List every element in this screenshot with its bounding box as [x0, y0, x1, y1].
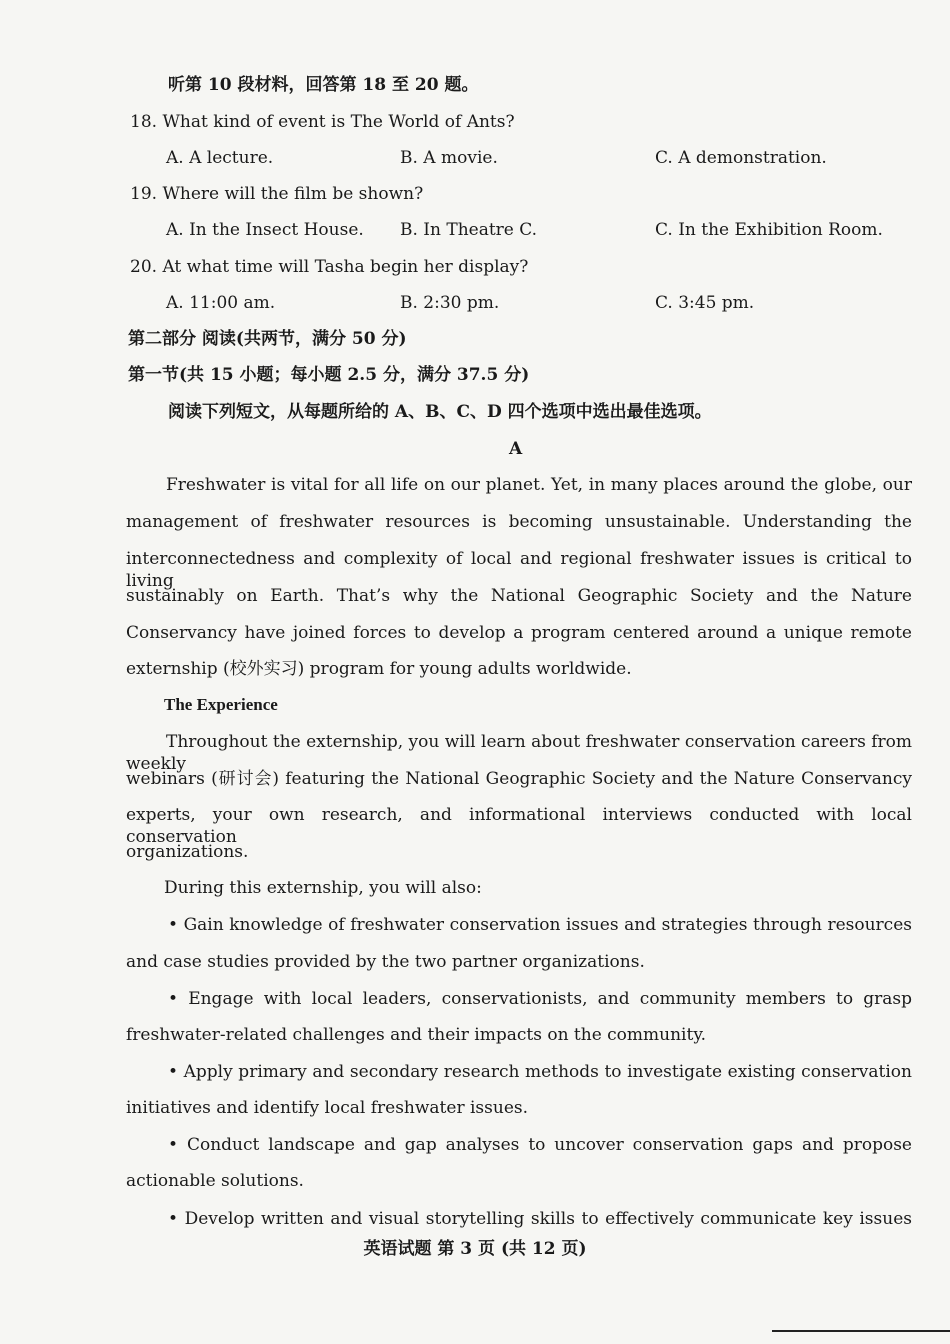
experience-line-3: experts, your own research, and informational interviews conducted with local conservation [126, 805, 912, 847]
question-20-option-a: A. 11:00 am. [166, 293, 276, 313]
question-20-stem: 20. At what time will Tasha begin her display? [130, 257, 529, 277]
experience-line-4: organizations. [126, 842, 249, 862]
reading-section-title: 第一节(共 15 小题；每小题 2.5 分，满分 37.5 分) [128, 365, 530, 385]
listening-instruction: 听第 10 段材料，回答第 18 至 20 题。 [168, 75, 479, 95]
bullet-3-line-1: • Apply primary and secondary research methods to investigate existing conservation [168, 1062, 912, 1082]
page-footer: 英语试题 第 3 页 (共 12 页) [363, 1239, 587, 1259]
intro-line-1: Freshwater is vital for all life on our planet. Yet, in many places around the globe, our [166, 475, 912, 495]
intro-line-5: Conservancy have joined forces to develop a program centered around a unique remote [126, 623, 912, 643]
experience-line-2: webinars (研讨会) featuring the National Geographic Society and the Nature Conservancy [126, 769, 912, 789]
question-18-option-c: C. A demonstration. [655, 148, 827, 168]
experience-heading: The Experience [164, 695, 278, 714]
bullet-1-line-1: • Gain knowledge of freshwater conservation issues and strategies through resources [168, 915, 912, 935]
bullet-4-line-2: actionable solutions. [126, 1171, 304, 1191]
intro-line-4: sustainably on Earth. That’s why the National Geographic Society and the Nature [126, 586, 912, 606]
reading-instruction: 阅读下列短文，从每题所给的 A、B、C、D 四个选项中选出最佳选项。 [168, 402, 712, 422]
also-intro: During this externship, you will also: [164, 878, 482, 898]
question-18-option-a: A. A lecture. [166, 148, 274, 168]
question-20-option-b: B. 2:30 pm. [400, 293, 500, 313]
question-18-stem: 18. What kind of event is The World of Ants? [130, 112, 515, 132]
intro-line-2: management of freshwater resources is becoming unsustainable. Understanding the [126, 512, 912, 532]
question-20-option-c: C. 3:45 pm. [655, 293, 755, 313]
experience-line-1: Throughout the externship, you will learn about freshwater conservation careers from weekly [126, 732, 912, 774]
bullet-5-line-1: • Develop written and visual storytelling skills to effectively communicate key issues [168, 1209, 912, 1229]
bullet-4-line-1: • Conduct landscape and gap analyses to uncover conservation gaps and propose [168, 1135, 912, 1155]
bullet-2-line-1: • Engage with local leaders, conservationists, and community members to grasp [168, 989, 912, 1009]
bottom-rule [772, 1330, 950, 1332]
passage-label: A [509, 439, 523, 459]
intro-line-6: externship (校外实习) program for young adults worldwide. [126, 659, 632, 679]
question-19-option-b: B. In Theatre C. [400, 220, 538, 240]
question-18-option-b: B. A movie. [400, 148, 498, 168]
question-19-option-c: C. In the Exhibition Room. [655, 220, 883, 240]
bullet-1-line-2: and case studies provided by the two partner organizations. [126, 952, 645, 972]
question-19-option-a: A. In the Insect House. [166, 220, 364, 240]
bullet-2-line-2: freshwater-related challenges and their impacts on the community. [126, 1025, 707, 1045]
reading-part-title: 第二部分 阅读(共两节，满分 50 分) [128, 329, 407, 349]
intro-line-3: interconnectedness and complexity of local and regional freshwater issues is critical to living [126, 549, 912, 591]
bullet-3-line-2: initiatives and identify local freshwater issues. [126, 1098, 529, 1118]
question-19-stem: 19. Where will the film be shown? [130, 184, 424, 204]
